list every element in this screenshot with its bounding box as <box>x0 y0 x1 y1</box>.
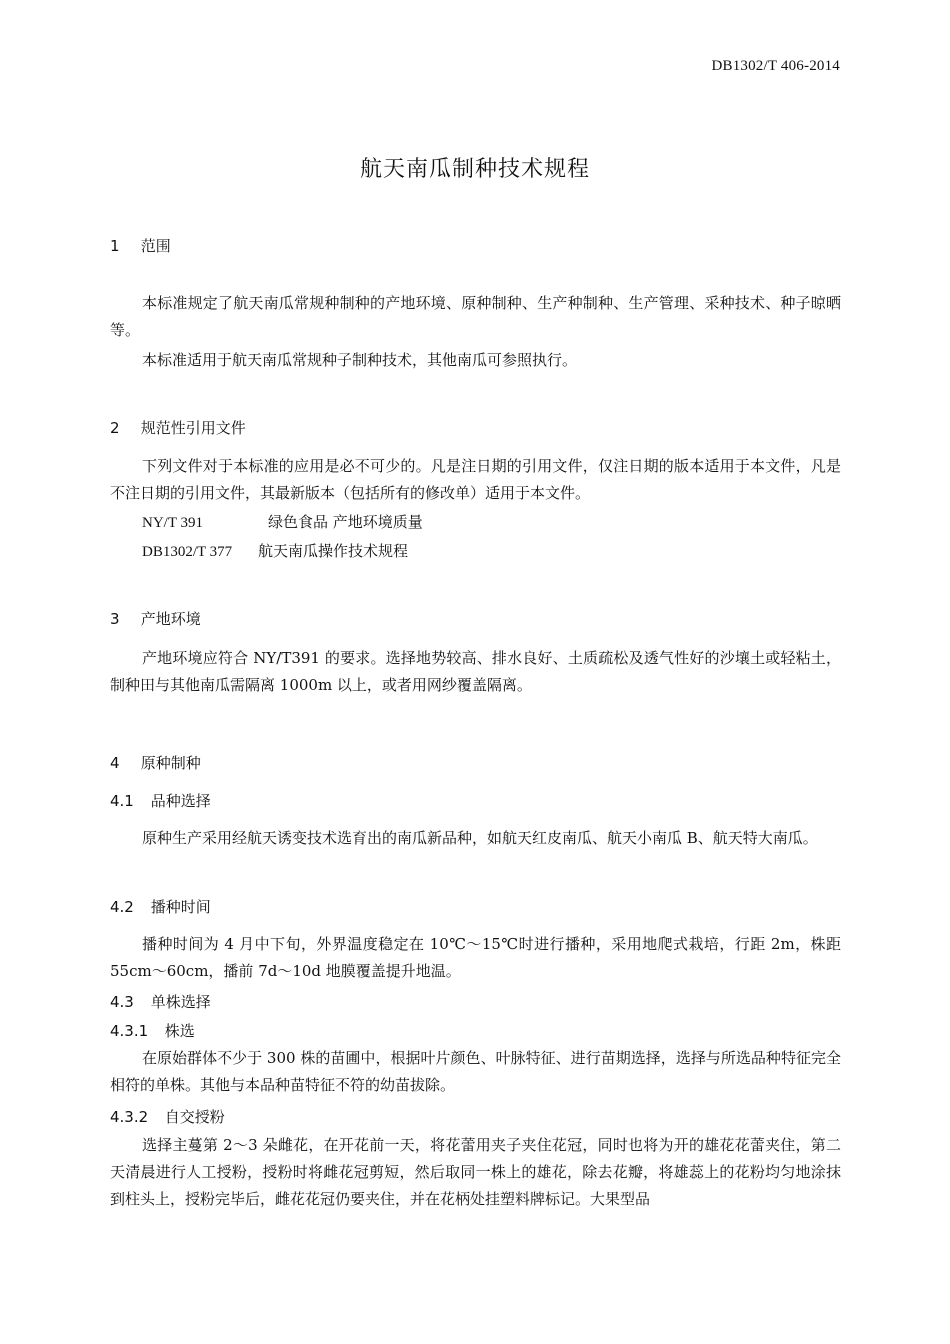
section-title: 范围 <box>140 237 171 255</box>
section-title: 规范性引用文件 <box>140 419 246 437</box>
section-3-paragraph-1: 产地环境应符合 NY/T391 的要求。选择地势较高、排水良好、土质疏松及透气性好的沙壤土或轻粘土，制种田与其他南瓜需隔离 1000m 以上，或者用网纱覆盖隔离。 <box>110 649 841 694</box>
section-4-heading <box>110 753 201 773</box>
section-title: 单株选择 <box>150 993 211 1011</box>
section-title: 产地环境 <box>140 610 201 628</box>
reference-item <box>142 509 423 537</box>
section-3-heading <box>110 609 201 629</box>
reference-name: 绿色食品 产地环境质量 <box>268 513 423 531</box>
section-title: 播种时间 <box>150 898 211 916</box>
document-title: 航天南瓜制种技术规程 <box>359 157 590 182</box>
section-4-2-paragraph-1: 播种时间为 4 月中下旬，外界温度稳定在 10℃～15℃时进行播种，采用地爬式栽培，行距 2m，株距 55cm～60cm，播前 7d～10d 地膜覆盖提升地温。 <box>110 935 841 980</box>
section-title: 自交授粉 <box>164 1108 225 1126</box>
section-1-heading <box>110 236 171 256</box>
section-number: 4 <box>110 754 120 772</box>
section-number: 4.2 <box>110 898 134 916</box>
section-4-3-1-heading <box>110 1021 195 1041</box>
section-number: 2 <box>110 419 120 437</box>
section-number: 4.3 <box>110 993 134 1011</box>
section-1-paragraph-2: 本标准适用于航天南瓜常规种子制种技术，其他南瓜可参照执行。 <box>142 351 578 369</box>
reference-name: 航天南瓜操作技术规程 <box>258 542 409 560</box>
reference-item <box>142 538 408 566</box>
section-title: 原种制种 <box>140 754 201 772</box>
section-4-3-2-heading <box>110 1107 225 1127</box>
reference-code: NY/T 391 <box>142 515 203 531</box>
section-4-3-1-paragraph-1: 在原始群体不少于 300 株的苗圃中，根据叶片颜色、叶脉特征、进行苗期选择，选择与所选品种特征完全相符的单株。其他与本品种苗特征不符的幼苗拔除。 <box>110 1049 841 1094</box>
section-4-3-heading <box>110 992 211 1012</box>
section-2-heading <box>110 418 246 438</box>
section-number: 4.3.2 <box>110 1108 149 1126</box>
reference-code: DB1302/T 377 <box>142 544 233 560</box>
section-number: 4.3.1 <box>110 1022 149 1040</box>
section-4-2-heading <box>110 897 211 917</box>
section-2-paragraph-1: 下列文件对于本标准的应用是必不可少的。凡是注日期的引用文件，仅注日期的版本适用于本文件，凡是不注日期的引用文件，其最新版本（包括所有的修改单）适用于本文件。 <box>110 457 841 502</box>
section-title: 株选 <box>164 1022 195 1040</box>
section-4-1-paragraph-1: 原种生产采用经航天诱变技术选育出的南瓜新品种，如航天红皮南瓜、航天小南瓜 B、航天特大南瓜。 <box>142 829 818 847</box>
document-number: DB1302/T 406-2014 <box>711 58 840 74</box>
section-title: 品种选择 <box>150 792 211 810</box>
section-number: 4.1 <box>110 792 134 810</box>
section-1-paragraph-1: 本标准规定了航天南瓜常规种制种的产地环境、原种制种、生产种制种、生产管理、采种技术、种子晾晒等。 <box>110 294 841 339</box>
section-4-3-2-paragraph-1: 选择主蔓第 2～3 朵雌花，在开花前一天，将花蕾用夹子夹住花冠，同时也将为开的雄花花蕾夹住，第二天清晨进行人工授粉，授粉时将雌花冠剪短，然后取同一株上的雄花，除去花瓣，将雄蕊上的花粉均匀地涂抹到柱头上，授粉完毕后，雌花花冠仍要夹住，并在花柄处挂塑料牌标记。大果型品 <box>110 1136 841 1208</box>
section-4-1-heading <box>110 791 211 811</box>
section-number: 3 <box>110 610 120 628</box>
section-number: 1 <box>110 237 120 255</box>
